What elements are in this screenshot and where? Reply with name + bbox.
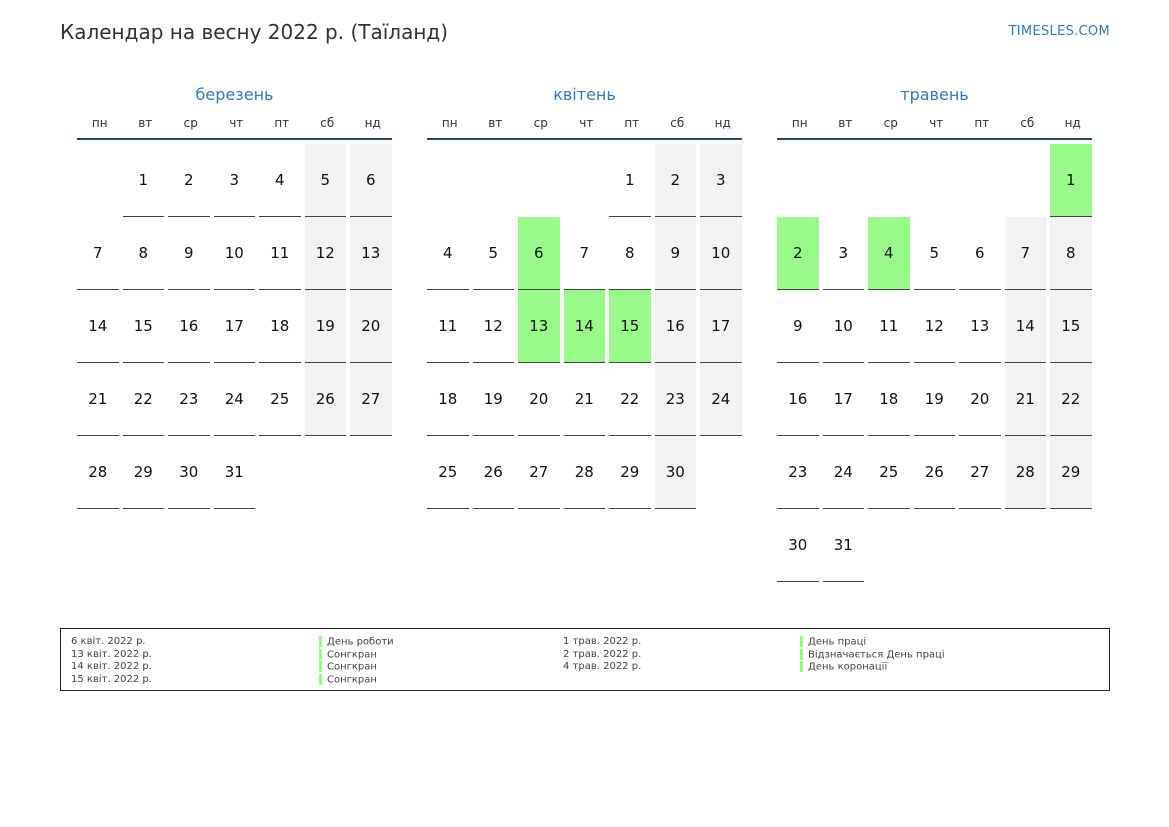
legend-item bbox=[800, 661, 945, 674]
holiday-legend bbox=[60, 628, 1110, 691]
empty-cell bbox=[868, 144, 914, 217]
day-cell: 13 bbox=[959, 290, 1005, 363]
day-cell: 17 bbox=[823, 363, 869, 436]
weekend-day-cell: 12 bbox=[305, 217, 351, 290]
holiday-day-cell: 6 bbox=[518, 217, 564, 290]
day-cell: 7 bbox=[564, 217, 610, 290]
holiday-day-cell: 4 bbox=[868, 217, 914, 290]
weekday-label: пт bbox=[974, 116, 990, 130]
holiday-day-cell: 1 bbox=[1050, 144, 1096, 217]
weekend-day-cell: 14 bbox=[1005, 290, 1051, 363]
legend-holiday-name: День коронації bbox=[808, 661, 888, 673]
month-march bbox=[77, 82, 392, 509]
empty-cell bbox=[518, 144, 564, 217]
weekday-label: нд bbox=[714, 116, 731, 130]
weekend-day-cell: 28 bbox=[1005, 436, 1051, 509]
holiday-color-marker bbox=[319, 649, 322, 660]
day-cell: 31 bbox=[214, 436, 260, 509]
empty-cell bbox=[564, 144, 610, 217]
weekend-day-cell: 24 bbox=[700, 363, 746, 436]
day-cell: 3 bbox=[214, 144, 260, 217]
legend-holiday-name: Сонгкран bbox=[327, 661, 377, 673]
empty-cell bbox=[1005, 144, 1051, 217]
legend-holiday-name: Сонгкран bbox=[327, 674, 377, 685]
weekday-label: чт bbox=[929, 116, 944, 130]
legend-item bbox=[319, 661, 394, 674]
day-cell: 4 bbox=[427, 217, 473, 290]
legend-item bbox=[319, 649, 394, 662]
day-cell: 1 bbox=[609, 144, 655, 217]
holiday-color-marker bbox=[800, 661, 803, 672]
weekday-label: пн bbox=[791, 116, 808, 130]
legend-names-left bbox=[319, 636, 394, 686]
weekday-label: сб bbox=[670, 116, 685, 130]
site-link[interactable]: TIMESLES.COM bbox=[1008, 24, 1110, 39]
weekday-header bbox=[77, 112, 392, 140]
day-cell: 25 bbox=[427, 436, 473, 509]
empty-cell bbox=[427, 144, 473, 217]
month-april bbox=[427, 82, 742, 509]
day-cell: 11 bbox=[427, 290, 473, 363]
weekend-day-cell: 15 bbox=[1050, 290, 1096, 363]
empty-cell bbox=[823, 144, 869, 217]
day-cell: 29 bbox=[123, 436, 169, 509]
weekday-label: чт bbox=[229, 116, 244, 130]
day-cell: 22 bbox=[123, 363, 169, 436]
weekend-day-cell: 27 bbox=[350, 363, 396, 436]
weekend-day-cell: 2 bbox=[655, 144, 701, 217]
day-cell: 18 bbox=[868, 363, 914, 436]
weekday-header bbox=[427, 112, 742, 140]
legend-date: 6 квіт. 2022 р. bbox=[71, 636, 146, 647]
holiday-color-marker bbox=[319, 661, 322, 672]
legend-date: 1 трав. 2022 р. bbox=[563, 636, 642, 647]
weekend-day-cell: 16 bbox=[655, 290, 701, 363]
month-name: березень bbox=[195, 85, 274, 104]
day-grid bbox=[777, 144, 1092, 582]
legend-date: 15 квіт. 2022 р. bbox=[71, 673, 152, 685]
page-title: Календар на весну 2022 р. (Таїланд) bbox=[60, 20, 449, 44]
legend-holiday-name: День роботи bbox=[327, 636, 394, 648]
legend-date: 2 трав. 2022 р. bbox=[563, 648, 642, 660]
day-cell: 20 bbox=[959, 363, 1005, 436]
day-cell: 5 bbox=[473, 217, 519, 290]
day-cell: 27 bbox=[518, 436, 564, 509]
day-cell: 30 bbox=[168, 436, 214, 509]
weekend-day-cell: 13 bbox=[350, 217, 396, 290]
day-cell: 6 bbox=[959, 217, 1005, 290]
weekday-label: вт bbox=[488, 116, 503, 130]
holiday-color-marker bbox=[800, 636, 803, 647]
empty-cell bbox=[959, 144, 1005, 217]
day-cell: 3 bbox=[823, 217, 869, 290]
legend-item bbox=[319, 674, 394, 687]
weekday-label: вт bbox=[838, 116, 853, 130]
day-cell: 27 bbox=[959, 436, 1005, 509]
weekend-day-cell: 10 bbox=[700, 217, 746, 290]
weekend-day-cell: 26 bbox=[305, 363, 351, 436]
weekday-label: ср bbox=[183, 116, 198, 130]
weekday-label: нд bbox=[1064, 116, 1081, 130]
day-cell: 17 bbox=[214, 290, 260, 363]
legend-item bbox=[800, 649, 945, 662]
weekday-label: нд bbox=[364, 116, 381, 130]
day-cell: 15 bbox=[123, 290, 169, 363]
weekend-day-cell: 9 bbox=[655, 217, 701, 290]
day-cell: 28 bbox=[564, 436, 610, 509]
day-cell: 22 bbox=[609, 363, 655, 436]
weekday-label: пн bbox=[91, 116, 108, 130]
day-cell: 10 bbox=[823, 290, 869, 363]
weekend-day-cell: 5 bbox=[305, 144, 351, 217]
day-cell: 9 bbox=[168, 217, 214, 290]
weekday-label: сб bbox=[320, 116, 335, 130]
weekday-label: пт bbox=[274, 116, 290, 130]
day-cell: 8 bbox=[609, 217, 655, 290]
day-cell: 19 bbox=[914, 363, 960, 436]
month-name: квітень bbox=[553, 85, 616, 104]
weekend-day-cell: 3 bbox=[700, 144, 746, 217]
day-cell: 2 bbox=[168, 144, 214, 217]
day-grid bbox=[427, 144, 742, 509]
day-cell: 25 bbox=[259, 363, 305, 436]
holiday-day-cell: 15 bbox=[609, 290, 655, 363]
day-cell: 31 bbox=[823, 509, 869, 582]
weekday-label: пт bbox=[624, 116, 640, 130]
holiday-color-marker bbox=[319, 674, 322, 685]
month-may bbox=[777, 82, 1092, 582]
holiday-color-marker bbox=[800, 649, 803, 660]
weekday-label: ср bbox=[883, 116, 898, 130]
day-cell: 20 bbox=[518, 363, 564, 436]
day-cell: 9 bbox=[777, 290, 823, 363]
weekend-day-cell: 22 bbox=[1050, 363, 1096, 436]
empty-cell bbox=[777, 144, 823, 217]
weekday-label: пн bbox=[441, 116, 458, 130]
day-cell: 24 bbox=[823, 436, 869, 509]
legend-dates-right bbox=[563, 636, 641, 674]
day-cell: 10 bbox=[214, 217, 260, 290]
legend-date: 13 квіт. 2022 р. bbox=[71, 648, 152, 660]
weekend-day-cell: 20 bbox=[350, 290, 396, 363]
weekend-day-cell: 29 bbox=[1050, 436, 1096, 509]
day-cell: 23 bbox=[168, 363, 214, 436]
day-cell: 26 bbox=[473, 436, 519, 509]
day-cell: 14 bbox=[77, 290, 123, 363]
day-cell: 26 bbox=[914, 436, 960, 509]
day-cell: 12 bbox=[914, 290, 960, 363]
holiday-day-cell: 14 bbox=[564, 290, 610, 363]
day-cell: 5 bbox=[914, 217, 960, 290]
day-cell: 30 bbox=[777, 509, 823, 582]
empty-cell bbox=[473, 144, 519, 217]
weekend-day-cell: 17 bbox=[700, 290, 746, 363]
weekend-day-cell: 23 bbox=[655, 363, 701, 436]
weekend-day-cell: 6 bbox=[350, 144, 396, 217]
legend-item bbox=[319, 636, 394, 649]
day-cell: 24 bbox=[214, 363, 260, 436]
weekend-day-cell: 7 bbox=[1005, 217, 1051, 290]
weekday-label: ср bbox=[533, 116, 548, 130]
legend-holiday-name: Відзначається День праці bbox=[808, 649, 945, 660]
day-cell: 21 bbox=[77, 363, 123, 436]
legend-holiday-name: Сонгкран bbox=[327, 649, 377, 660]
weekday-header bbox=[777, 112, 1092, 140]
holiday-color-marker bbox=[319, 636, 322, 647]
day-cell: 25 bbox=[868, 436, 914, 509]
day-cell: 11 bbox=[868, 290, 914, 363]
day-cell: 12 bbox=[473, 290, 519, 363]
day-cell: 18 bbox=[259, 290, 305, 363]
weekday-label: чт bbox=[579, 116, 594, 130]
legend-date: 14 квіт. 2022 р. bbox=[71, 661, 152, 672]
legend-item bbox=[800, 636, 945, 649]
weekend-day-cell: 30 bbox=[655, 436, 701, 509]
weekend-day-cell: 8 bbox=[1050, 217, 1096, 290]
weekday-label: вт bbox=[138, 116, 153, 130]
legend-date: 4 трав. 2022 р. bbox=[563, 661, 642, 672]
day-cell: 11 bbox=[259, 217, 305, 290]
legend-names-right bbox=[800, 636, 945, 674]
day-cell: 23 bbox=[777, 436, 823, 509]
empty-cell bbox=[77, 144, 123, 217]
day-cell: 29 bbox=[609, 436, 655, 509]
day-cell: 21 bbox=[564, 363, 610, 436]
day-cell: 7 bbox=[77, 217, 123, 290]
weekend-day-cell: 21 bbox=[1005, 363, 1051, 436]
day-cell: 28 bbox=[77, 436, 123, 509]
weekend-day-cell: 19 bbox=[305, 290, 351, 363]
day-cell: 16 bbox=[168, 290, 214, 363]
day-cell: 19 bbox=[473, 363, 519, 436]
day-cell: 18 bbox=[427, 363, 473, 436]
day-cell: 16 bbox=[777, 363, 823, 436]
day-cell: 8 bbox=[123, 217, 169, 290]
day-cell: 4 bbox=[259, 144, 305, 217]
month-name: травень bbox=[900, 85, 969, 104]
holiday-day-cell: 2 bbox=[777, 217, 823, 290]
holiday-day-cell: 13 bbox=[518, 290, 564, 363]
legend-dates-left bbox=[71, 636, 152, 686]
day-cell: 1 bbox=[123, 144, 169, 217]
empty-cell bbox=[914, 144, 960, 217]
day-grid bbox=[77, 144, 392, 509]
weekday-label: сб bbox=[1020, 116, 1035, 130]
legend-holiday-name: День праці bbox=[808, 636, 867, 648]
